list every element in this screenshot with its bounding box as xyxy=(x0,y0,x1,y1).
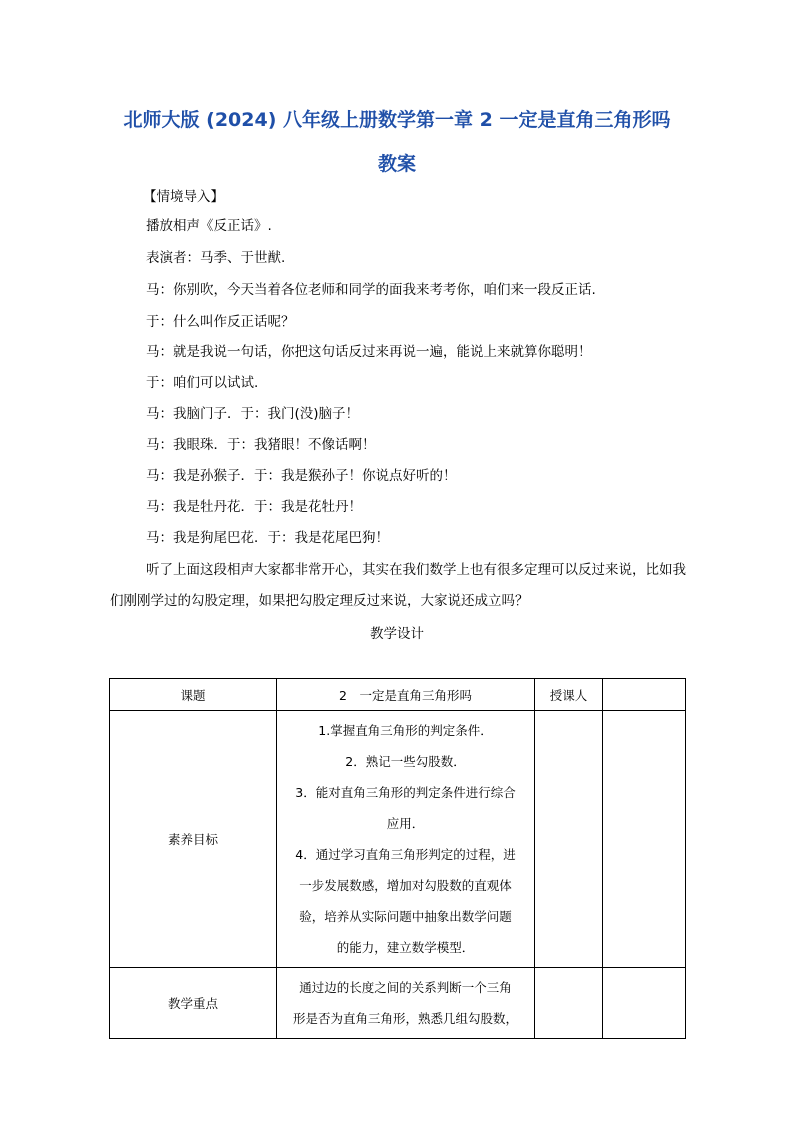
key-points-label: 教学重点 xyxy=(110,968,277,1039)
goal-item: 一步发展数感，增加对勾股数的直观体 xyxy=(299,878,512,893)
goal-item: 1.掌握直角三角形的判定条件． xyxy=(318,723,493,738)
empty-cell xyxy=(603,711,686,968)
empty-cell xyxy=(535,968,603,1039)
header-teacher-value xyxy=(603,679,686,711)
goal-item: 2．熟记一些勾股数． xyxy=(345,754,466,769)
document-title-line2: 教案 xyxy=(377,153,416,175)
goal-item: 验，培养从实际问题中抽象出数学问题 xyxy=(299,909,512,924)
dialogue-line: 马：你别吹，今天当着各位老师和同学的面我来考考你，咱们来一段反正话. xyxy=(146,282,596,298)
goal-item: 的能力，建立数学模型． xyxy=(336,940,475,955)
table-row xyxy=(110,711,686,968)
header-topic-value: 2 一定是直角三角形吗 xyxy=(277,679,535,711)
table-row xyxy=(110,968,686,1039)
dialogue-line: 于：咱们可以试试. xyxy=(146,375,259,391)
lesson-plan-table xyxy=(109,678,686,1039)
header-topic-label: 课题 xyxy=(110,679,277,711)
empty-cell xyxy=(603,968,686,1039)
dialogue-line: 马：我脑门子．于：我门(没)脑子！ xyxy=(146,406,360,422)
section-header: 【情境导入】 xyxy=(143,189,224,205)
dialogue-line: 马：我是牡丹花．于：我是花牡丹！ xyxy=(146,499,362,515)
empty-cell xyxy=(535,711,603,968)
dialogue-line: 于：什么叫作反正话呢？ xyxy=(146,314,295,330)
design-label: 教学设计 xyxy=(370,626,424,642)
dialogue-line: 马：我是狗尾巴花．于：我是花尾巴狗！ xyxy=(146,530,389,546)
table-header-row xyxy=(110,679,686,711)
dialogue-line: 马：就是我说一句话，你把这句话反过来再说一遍，能说上来就算你聪明！ xyxy=(146,344,592,360)
header-teacher-label: 授课人 xyxy=(535,679,603,711)
goals-label: 素养目标 xyxy=(110,711,277,968)
dialogue-line: 马：我是孙猴子．于：我是猴孙子！你说点好听的！ xyxy=(146,468,457,484)
goal-item: 4．通过学习直角三角形判定的过程，进 xyxy=(295,847,516,862)
intro-paragraph: 听了上面这段相声大家都非常开心，其实在我们数学上也有很多定理可以反过来说，比如我们刚刚学过的勾股定理，如果把勾股定理反过来说，大家说还成立吗？ xyxy=(110,562,686,609)
key-points-content xyxy=(277,968,535,1039)
key-point-item: 形是否为直角三角形，熟悉几组勾股数， xyxy=(292,1011,518,1026)
goal-item: 应用． xyxy=(386,816,425,831)
dialogue-line: 马：我眼珠．于：我猪眼！不像话啊！ xyxy=(146,437,376,453)
key-point-item: 通过边的长度之间的关系判断一个三角 xyxy=(299,980,512,995)
dialogue-line: 播放相声《反正话》. xyxy=(146,218,272,234)
document-title: 北师大版 (2024) 八年级上册数学第一章 2 一定是直角三角形吗 xyxy=(123,109,671,131)
dialogue-line: 表演者：马季、于世猷. xyxy=(146,250,286,266)
goals-content xyxy=(277,711,535,968)
goal-item: 3．能对直角三角形的判定条件进行综合 xyxy=(295,785,516,800)
